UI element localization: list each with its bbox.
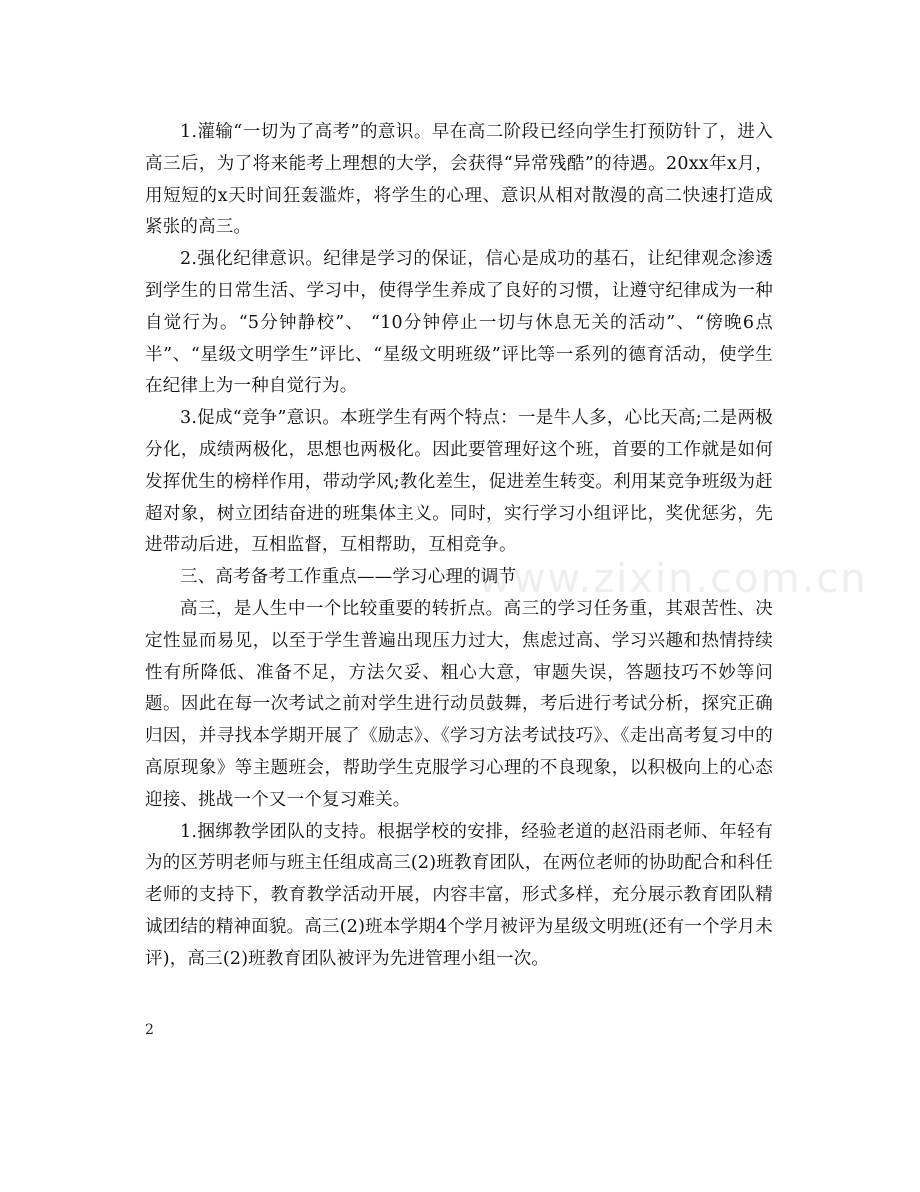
document-body xyxy=(145,117,773,976)
paragraph-5: 1.捆绑教学团队的支持。根据学校的安排，经验老道的赵沿雨老师、年轻有为的区芳明老师与班主任组成高三(2)班教育团队，在两位老师的协助配合和科任老师的支持下，教育教学活动开展，内容丰富，形式多样，充分展示教育团队精诚团结的精神面貌。高三(2)班本学期4个学月被评为星级文明班(还有一个学月未评)，高三(2)班教育团队被评为先进管理小组一次。 xyxy=(145,821,773,969)
page-number: 2 xyxy=(145,1022,154,1038)
paragraph-4: 高三，是人生中一个比较重要的转折点。高三的学习任务重，其艰苦性、决定性显而易见，以至于学生普遍出现压力过大，焦虑过高、学习兴趣和热情持续性有所降低、准备不足，方法欠妥、粗心大意，审题失误，答题技巧不妙等问题。因此在每一次考试之前对学生进行动员鼓舞，考后进行考试分析，探究正确归因，并寻找本学期开展了《励志》、《学习方法考试技巧》、《走出高考复习中的高原现象》等主题班会，帮助学生克服学习心理的不良现象，以积极向上的心态迎接、挑战一个又一个复习难关。 xyxy=(145,598,773,810)
paragraph-3: 3.促成“竞争”意识。本班学生有两个特点：一是牛人多，心比天高;二是两极分化，成绩两极化，思想也两极化。因此要管理好这个班，首要的工作就是如何发挥优生的榜样作用，带动学风;教化差生，促进差生转变。利用某竞争班级为赶超对象，树立团结奋进的班集体主义。同时，实行学习小组评比，奖优惩劣，先进带动后进，互相监督，互相帮助，互相竞争。 xyxy=(145,408,773,556)
paragraph-1: 1.灌输“一切为了高考”的意识。早在高二阶段已经向学生打预防针了，进入高三后，为了将来能考上理想的大学，会获得“异常残酷”的待遇。20xx年x月，用短短的x天时间狂轰滥炸，将学生的心理、意识从相对散漫的高二快速打造成紧张的高三。 xyxy=(145,122,773,238)
paragraph-2: 2.强化纪律意识。纪律是学习的保证，信心是成功的基石，让纪律观念渗透到学生的日常生活、学习中，使得学生养成了良好的习惯，让遵守纪律成为一种自觉行为。“5分钟静校”、 “10分钟停止一切与休息无关的活动”、“傍晚6点半”、“星级文明学生”评比、“星级文明班级”评比等一系列的德育活动，使学生在纪律上为一种自觉行为。 xyxy=(145,249,773,397)
watermark: www.zixin.com.cn xyxy=(478,556,868,602)
section-heading: 三、高考备考工作重点——学习心理的调节 xyxy=(180,567,517,588)
